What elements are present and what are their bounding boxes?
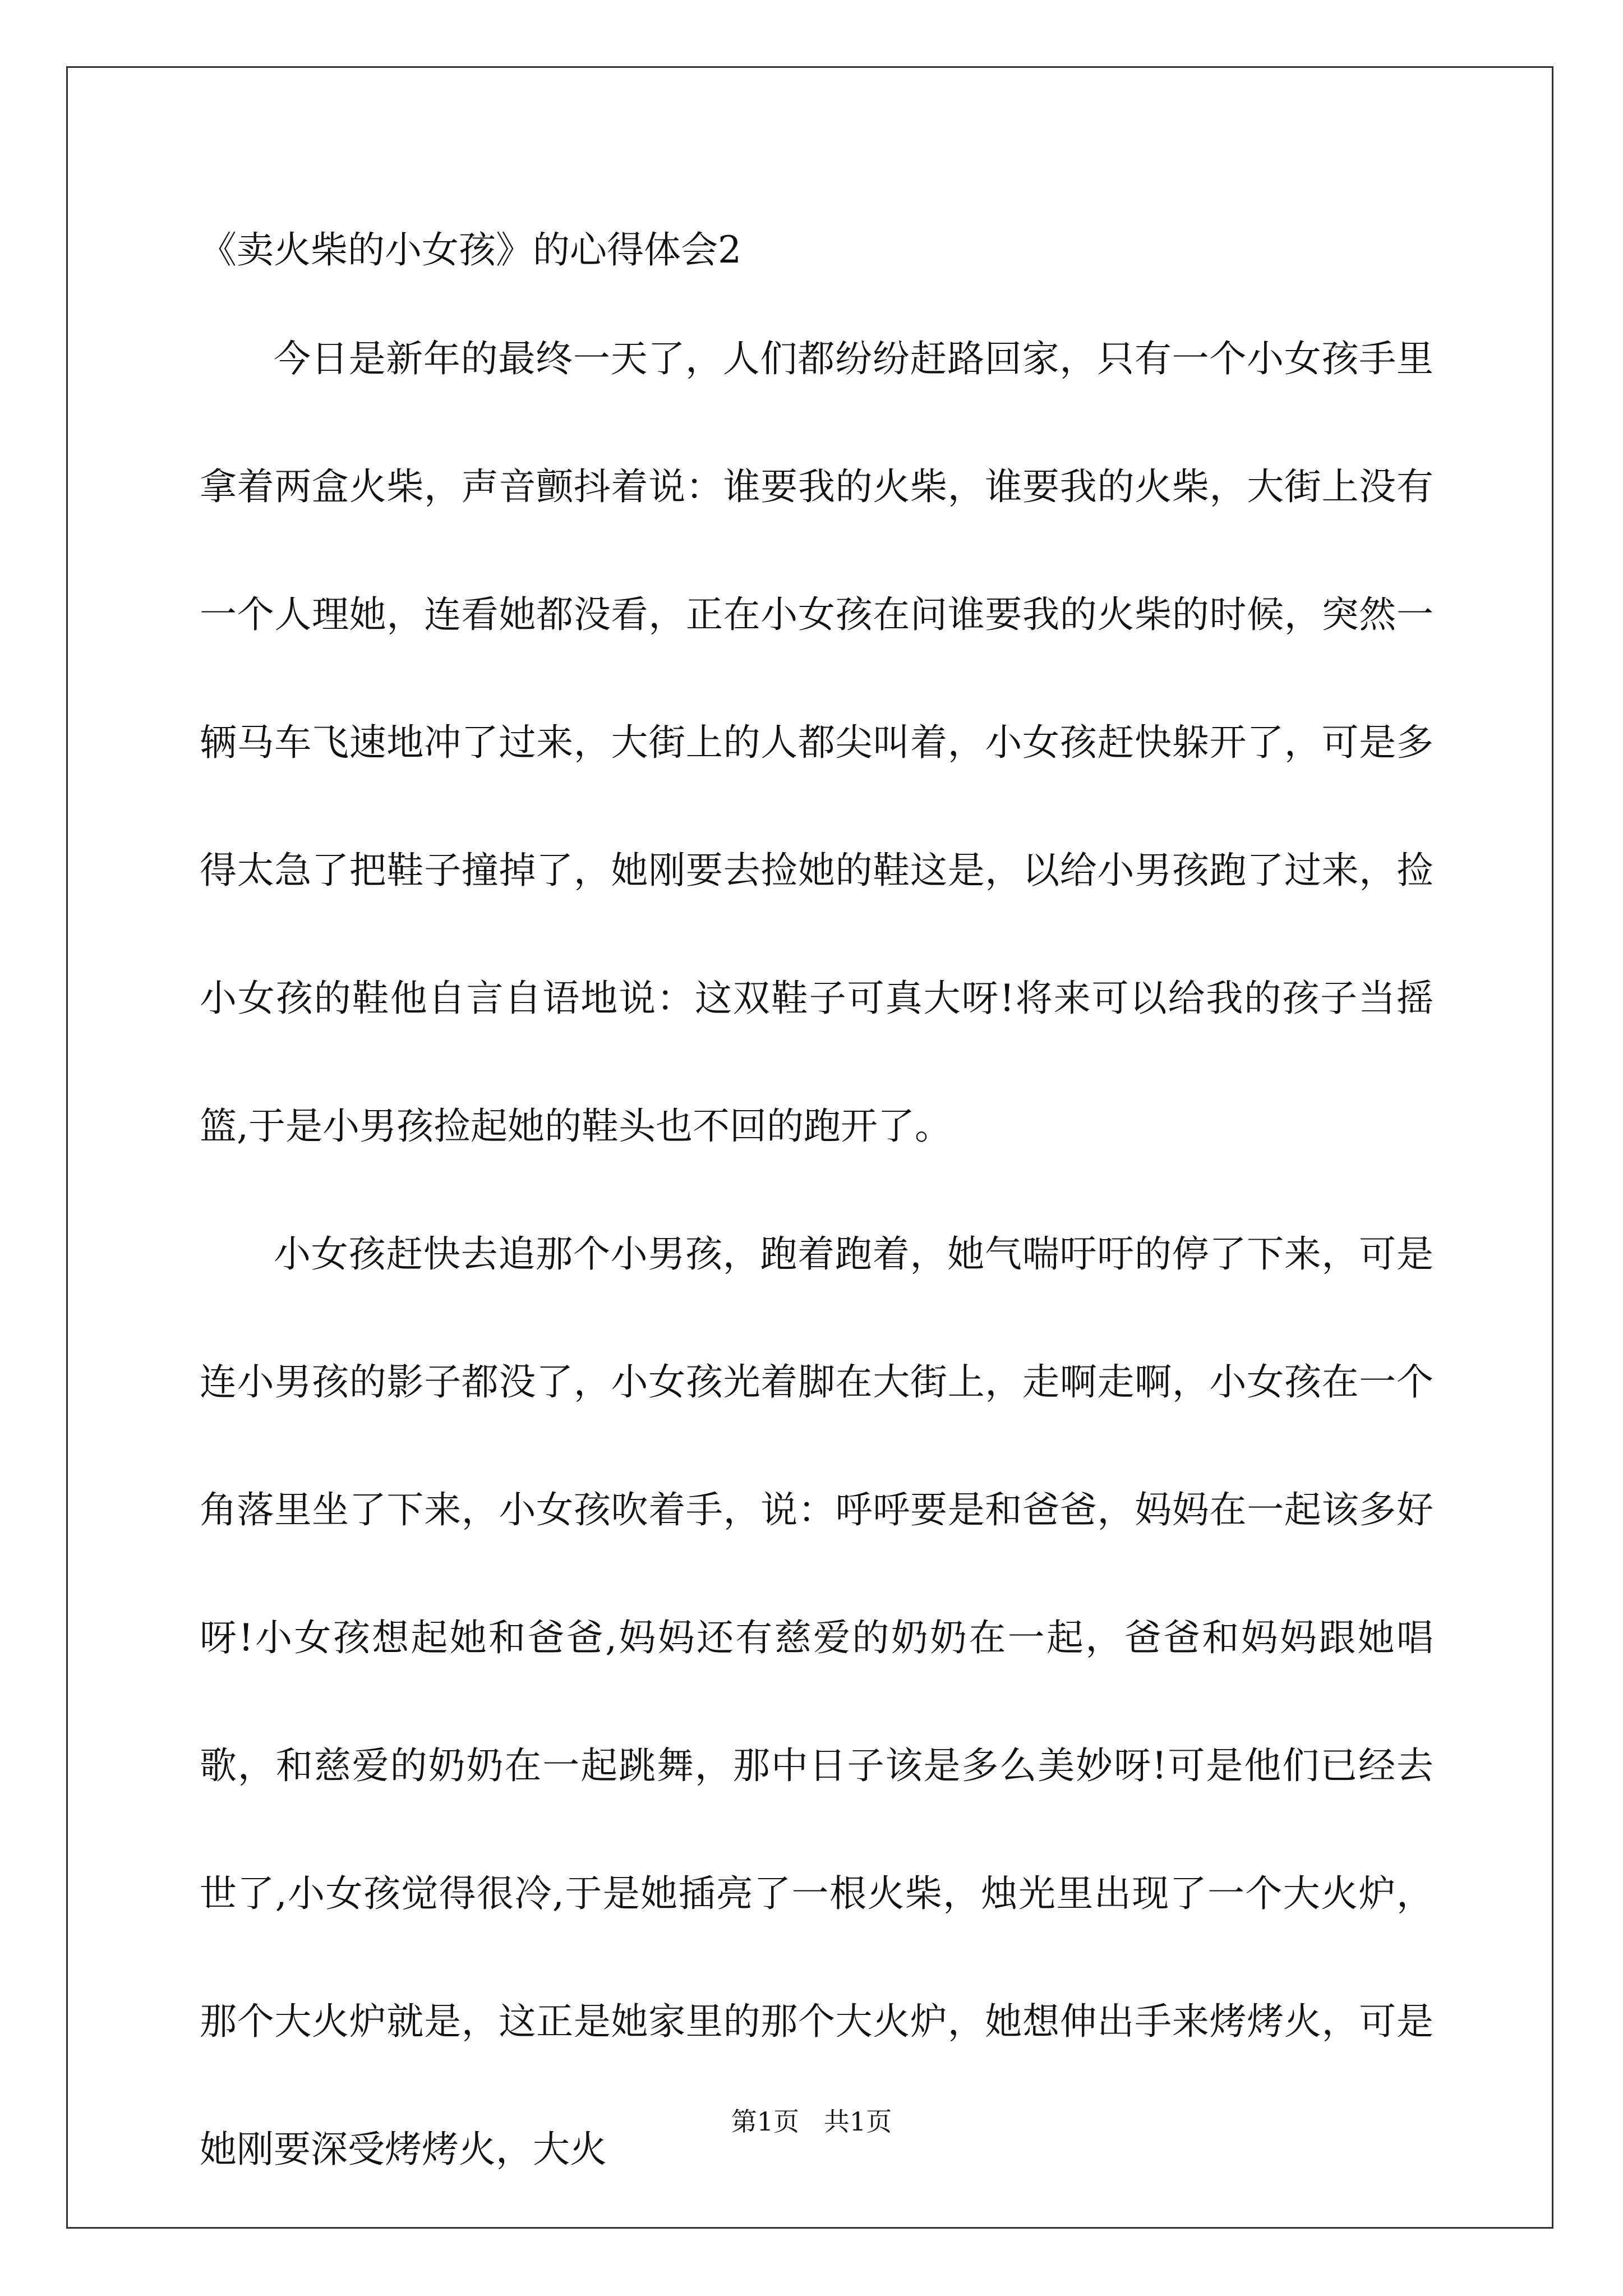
document-title: 《卖火柴的小女孩》的心得体会2 bbox=[200, 228, 741, 272]
paragraph-1: 今日是新年的最终一天了，人们都纷纷赶路回家，只有一个小女孩手里拿着两盒火柴，声音颤抖着说：谁要我的火柴，谁要我的火柴，大街上没有一个人理她，连看她都没看，正在小女孩在问谁要我的火柴的时候，突然一辆马车飞速地冲了过来，大街上的人都尖叫着，小女孩赶快躲开了，可是多得太急了把鞋子撞掉了，她刚要去捡她的鞋这是，以给小男孩跑了过来，捡小女孩的鞋他自言自语地说：这双鞋子可真大呀!将来可以给我的孩子当摇篮,于是小男孩捡起她的鞋头也不回的跑开了。 bbox=[200, 337, 1433, 1148]
document-body bbox=[200, 213, 1433, 2214]
page-footer: 第1页 共1页 bbox=[731, 2106, 892, 2137]
paragraph-2: 小女孩赶快去追那个小男孩，跑着跑着，她气喘吁吁的停了下来，可是连小男孩的影子都没了，小女孩光着脚在大街上，走啊走啊，小女孩在一个角落里坐了下来，小女孩吹着手，说：呼呼要是和爸爸，妈妈在一起该多好呀!小女孩想起她和爸爸,妈妈还有慈爱的奶奶在一起，爸爸和妈妈跟她唱歌，和慈爱的奶奶在一起跳舞，那中日子该是多么美妙呀!可是他们已经去世了,小女孩觉得很冷,于是她插亮了一根火柴，烛光里出现了一个大火炉，那个大火炉就是，这正是她家里的那个大火炉，她想伸出手来烤烤火，可是她刚要深受烤烤火，大火 bbox=[200, 1232, 1433, 2171]
